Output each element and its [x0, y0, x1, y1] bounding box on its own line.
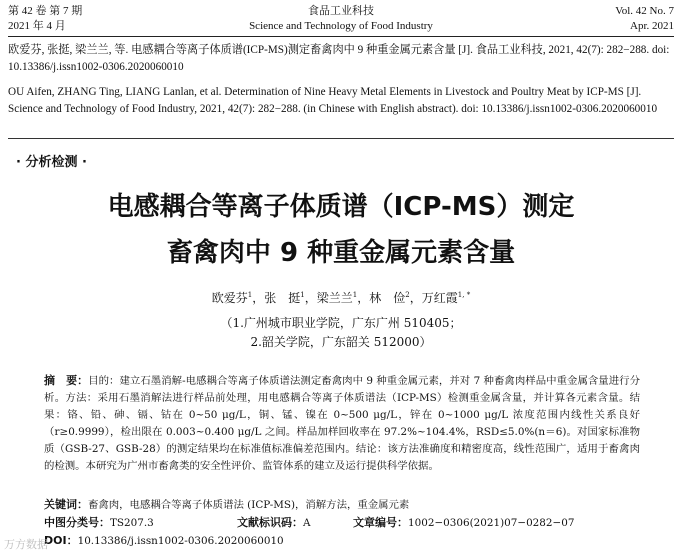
keywords-label: 关键词： [44, 498, 88, 511]
date-en: Apr. 2021 [630, 20, 674, 32]
doi-link[interactable]: 10.13386/j.issn1002-0306.2020060010 [77, 535, 284, 547]
journal-header [8, 4, 674, 38]
author: 欧爱芬$^1$ [211, 291, 253, 305]
header-rule [8, 36, 674, 37]
issue-info-en [615, 4, 674, 34]
journal-name-cn: 食品工业科技 [308, 5, 374, 17]
citation-cn: 欧爱芬, 张挺, 梁兰兰, 等. 电感耦合等离子体质谱(ICP-MS)测定畜禽肉中 9 种重金属元素含量 [J]. 食品工业科技, 2021, 42(7): 282−288. doi: 10.13386/j.issn1002-0306.2020060010 [8, 44, 670, 73]
document-code: 文献标识码：A [237, 516, 311, 529]
doi-label: DOI： [44, 534, 78, 547]
citation-en: OU Aifen, ZHANG Ting, LIANG Lanlan, et al. Determination of Nine Heavy Metal Elements in Livestock and Poultry Meat by ICP-MS [J]. Science and Technology of Food Industry, 2021, 42(7): 282−288. (in Chinese with English abstract). doi: 10.13386/j.issn1002-0306.2020060010 [8, 86, 658, 115]
affiliation-1: （1.广州城市职业学院，广东广州 510405； [220, 316, 462, 330]
date-cn: 2021 年 4 月 [8, 20, 66, 32]
author: 梁兰兰$^1$ [316, 291, 358, 305]
abstract-text: 目的：建立石墨消解-电感耦合等离子体质谱法测定畜禽肉中 9 种重金属元素，并对 7 种畜禽肉样品中重金属含量进行分析。方法：采用石墨消解法进行样品前处理，用电感耦合等离子体质谱法（ICP-MS）检测重金属含量，并计算各元素含量。结果：铬、铅、砷、镉、钴在 0~50 μg/L，铜、锰、镍在 0~500 μg/L，锌在 0~1000 μg/L 浓度范围内线性关系良好（r≥0.9999），检出限在 0.003~0.400 μg/L 之间。样品加样回收率在 97.2%~104.4%，RSD≤5.0%(n＝6)。对国家标准物质（GSB-27、GSB-28）的测定结果均在标准值标准偏差范围内。结论：该方法准确度和精密度高，线性范围广，适用于畜禽肉的检测。本研究为广州市畜禽类的安全性评价、监管体系的建立及运行提供科学依据。 [44, 375, 640, 472]
author: 林 俭$^2$ [369, 291, 410, 305]
abstract-label: 摘 要： [44, 374, 89, 387]
volume-issue-en: Vol. 42 No. 7 [615, 5, 674, 17]
author: 张 挺$^1$ [264, 291, 305, 305]
section-label: · 分析检测 · [16, 155, 87, 170]
keywords-text: 畜禽肉，电感耦合等离子体质谱法 (ICP-MS)，消解方法，重金属元素 [88, 499, 410, 511]
clc-number: 中图分类号：TS207.3 [44, 516, 154, 529]
journal-name [8, 4, 674, 34]
abstract [44, 372, 640, 475]
doi [44, 533, 284, 549]
title-line-1: 电感耦合等离子体质谱（ICP-MS）测定 [107, 192, 575, 222]
author-list: 欧爱芬$^1$，张 挺$^1$，梁兰兰$^1$，林 俭$^2$，万红霞$^{1, *}$ [211, 291, 471, 305]
citation-rule [8, 138, 674, 139]
keywords [44, 497, 644, 513]
affiliation-2: 2.韶关学院，广东韶关 512000） [250, 335, 432, 349]
author: 万红霞$^{1, *}$ [421, 291, 471, 305]
watermark-logo: 万方数据 [4, 538, 48, 551]
title-line-2: 畜禽肉中 9 种重金属元素含量 [166, 238, 516, 268]
volume-issue-cn: 第 42 卷 第 7 期 [8, 5, 83, 17]
journal-name-en: Science and Technology of Food Industry [249, 20, 433, 32]
article-number: 文章编号：1002−0306(2021)07−0282−07 [353, 516, 575, 529]
